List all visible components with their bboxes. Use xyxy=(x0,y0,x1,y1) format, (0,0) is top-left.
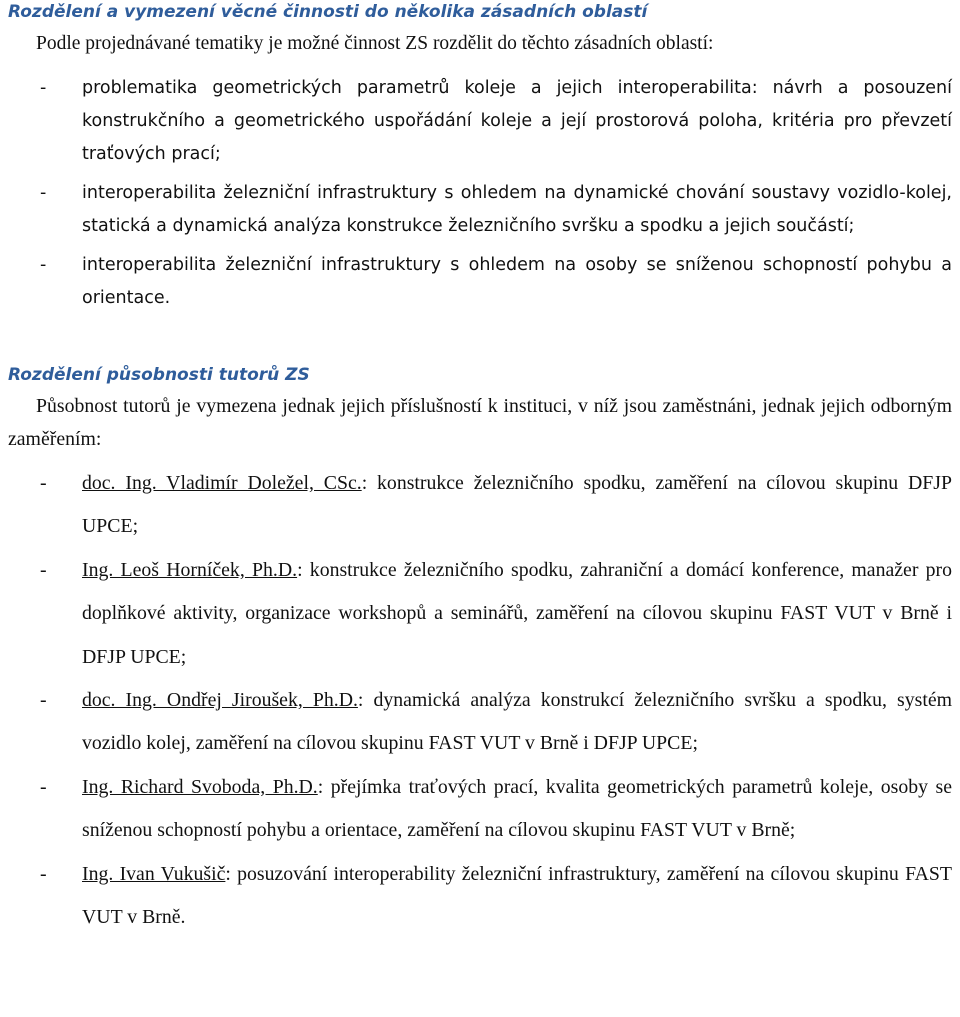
tutor-item xyxy=(8,853,952,940)
tutor-name: doc. Ing. Vladimír Doležel, CSc. xyxy=(82,472,362,494)
tutors-list xyxy=(8,462,952,939)
list-item: - problematika geometrických parametrů koleje a jejich interoperabilita: návrh a posouzení konstrukčního a geometrického uspořádání koleje a její prostorová poloha, kritéria pro převzetí traťových prací; xyxy=(8,72,952,171)
tutor-description: : posuzování interoperability železniční infrastruktury, zaměření na cílovou skupinu FAST VUT v Brně. xyxy=(82,862,952,929)
activities-list xyxy=(8,72,952,321)
tutor-description: : konstrukce železničního spodku, zahraniční a domácí konference, manažer pro doplňkové aktivity, organizace workshopů a seminářů, zaměření na cílovou skupinu FAST VUT v Brně i DFJP UPCE; xyxy=(82,558,953,668)
tutors-intro: Působnost tutorů je vymezena jednak jejich příslušností k instituci, v níž jsou zaměstnáni, jednak jejich odborným zaměřením: xyxy=(8,395,952,450)
tutor-name: Ing. Leoš Horníček, Ph.D. xyxy=(82,558,298,581)
tutor-name: Ing. Richard Svoboda, Ph.D. xyxy=(82,775,318,798)
tutor-description: : přejímka traťových prací, kvalita geometrických parametrů koleje, osoby se sníženou schopností pohybu a orientace, zaměření na cílovou skupinu FAST VUT v Brně; xyxy=(82,775,952,842)
activities-intro: Podle projednávané tematiky je možné činnost ZS rozdělit do těchto zásadních oblastí: xyxy=(36,33,714,54)
section-heading-tutors: Rozdělení působnosti tutorů ZS xyxy=(8,365,310,385)
tutor-item xyxy=(8,679,952,766)
list-item: - interoperabilita železniční infrastruktury s ohledem na osoby se sníženou schopností pohybu a orientace. xyxy=(8,249,952,315)
tutor-name: doc. Ing. Ondřej Jiroušek, Ph.D. xyxy=(82,689,358,712)
tutor-description: : dynamická analýza konstrukcí železničního svršku a spodku, systém vozidlo kolej, zaměření na cílovou skupinu FAST VUT v Brně i DFJP UPCE; xyxy=(82,689,952,755)
tutor-name: Ing. Ivan Vukušič xyxy=(82,862,226,885)
tutor-item xyxy=(8,462,952,549)
section-heading-activities: Rozdělení a vymezení věcné činnosti do několika zásadních oblastí xyxy=(8,2,648,22)
tutor-item xyxy=(8,766,952,853)
list-item: - interoperabilita železniční infrastruktury s ohledem na dynamické chování soustavy vozidlo-kolej, statická a dynamická analýza konstrukce železničního svršku a spodku a jejich součástí; xyxy=(8,177,952,243)
tutor-item xyxy=(8,549,952,679)
tutor-description: : konstrukce železničního spodku, zaměření na cílovou skupinu DFJP UPCE; xyxy=(82,472,952,538)
